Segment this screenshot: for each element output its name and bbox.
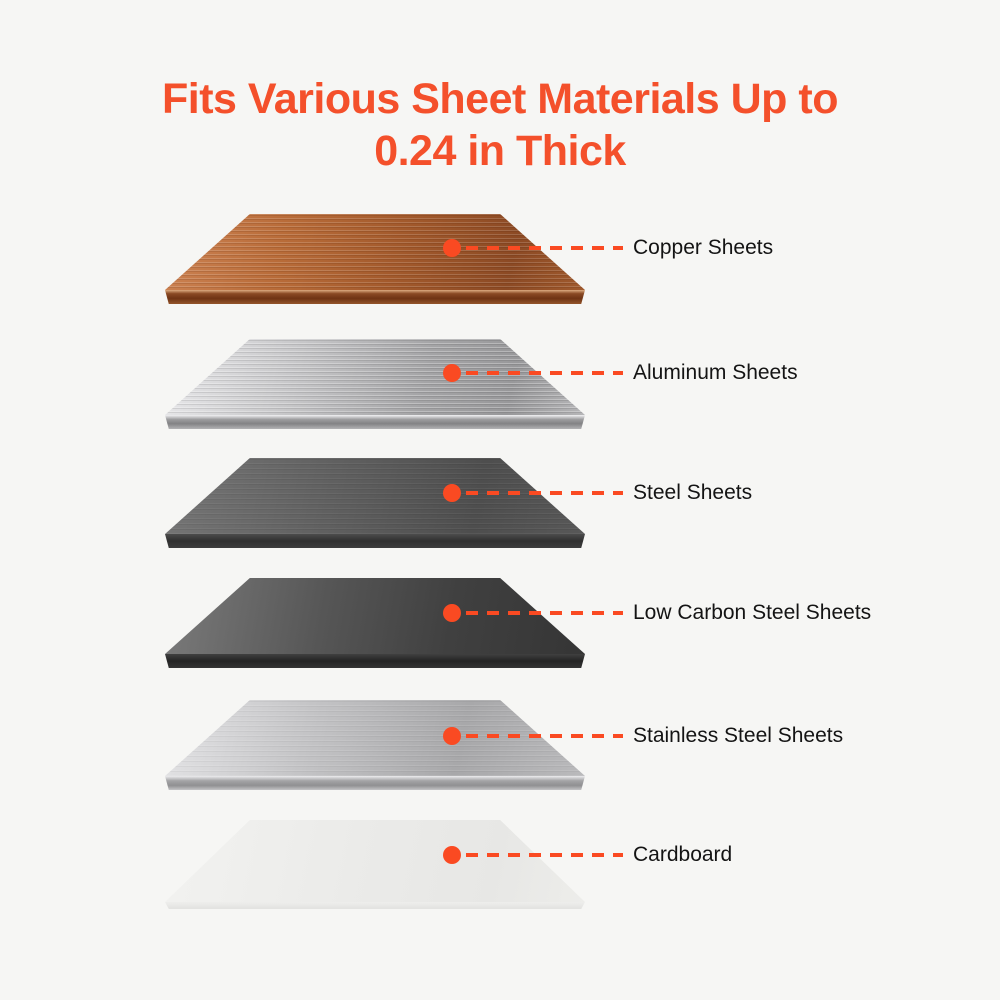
- callout-cardboard: [0, 820, 1000, 912]
- material-row-steel: [0, 458, 1000, 550]
- callout-lowcarbon: [0, 578, 1000, 670]
- material-row-cardboard: [0, 820, 1000, 912]
- material-row-copper: [0, 214, 1000, 306]
- callout-dashed-line: [466, 611, 623, 615]
- callout-dashed-line: [466, 853, 623, 857]
- material-row-aluminum: [0, 339, 1000, 431]
- material-row-stainless: [0, 700, 1000, 792]
- material-label: Low Carbon Steel Sheets: [633, 601, 872, 624]
- material-label: Stainless Steel Sheets: [633, 724, 844, 747]
- callout-copper: [0, 214, 1000, 306]
- page-title: Fits Various Sheet Materials Up to 0.24 in Thick: [162, 74, 838, 176]
- callout-dot-icon: [443, 364, 461, 382]
- callout-dot-icon: [443, 846, 461, 864]
- callout-dot-icon: [443, 484, 461, 502]
- material-label: Cardboard: [633, 843, 733, 866]
- callout-dot-icon: [443, 727, 461, 745]
- callout-dot-icon: [443, 239, 461, 257]
- callout-dot-icon: [443, 604, 461, 622]
- material-row-lowcarbon: [0, 578, 1000, 670]
- material-label: Steel Sheets: [633, 481, 753, 504]
- callout-dashed-line: [466, 246, 623, 250]
- callout-steel: [0, 458, 1000, 550]
- material-label: Aluminum Sheets: [633, 361, 798, 384]
- callout-aluminum: [0, 339, 1000, 431]
- callout-dashed-line: [466, 371, 623, 375]
- material-label: Copper Sheets: [633, 236, 774, 259]
- callout-dashed-line: [466, 491, 623, 495]
- callout-stainless: [0, 700, 1000, 792]
- callout-dashed-line: [466, 734, 623, 738]
